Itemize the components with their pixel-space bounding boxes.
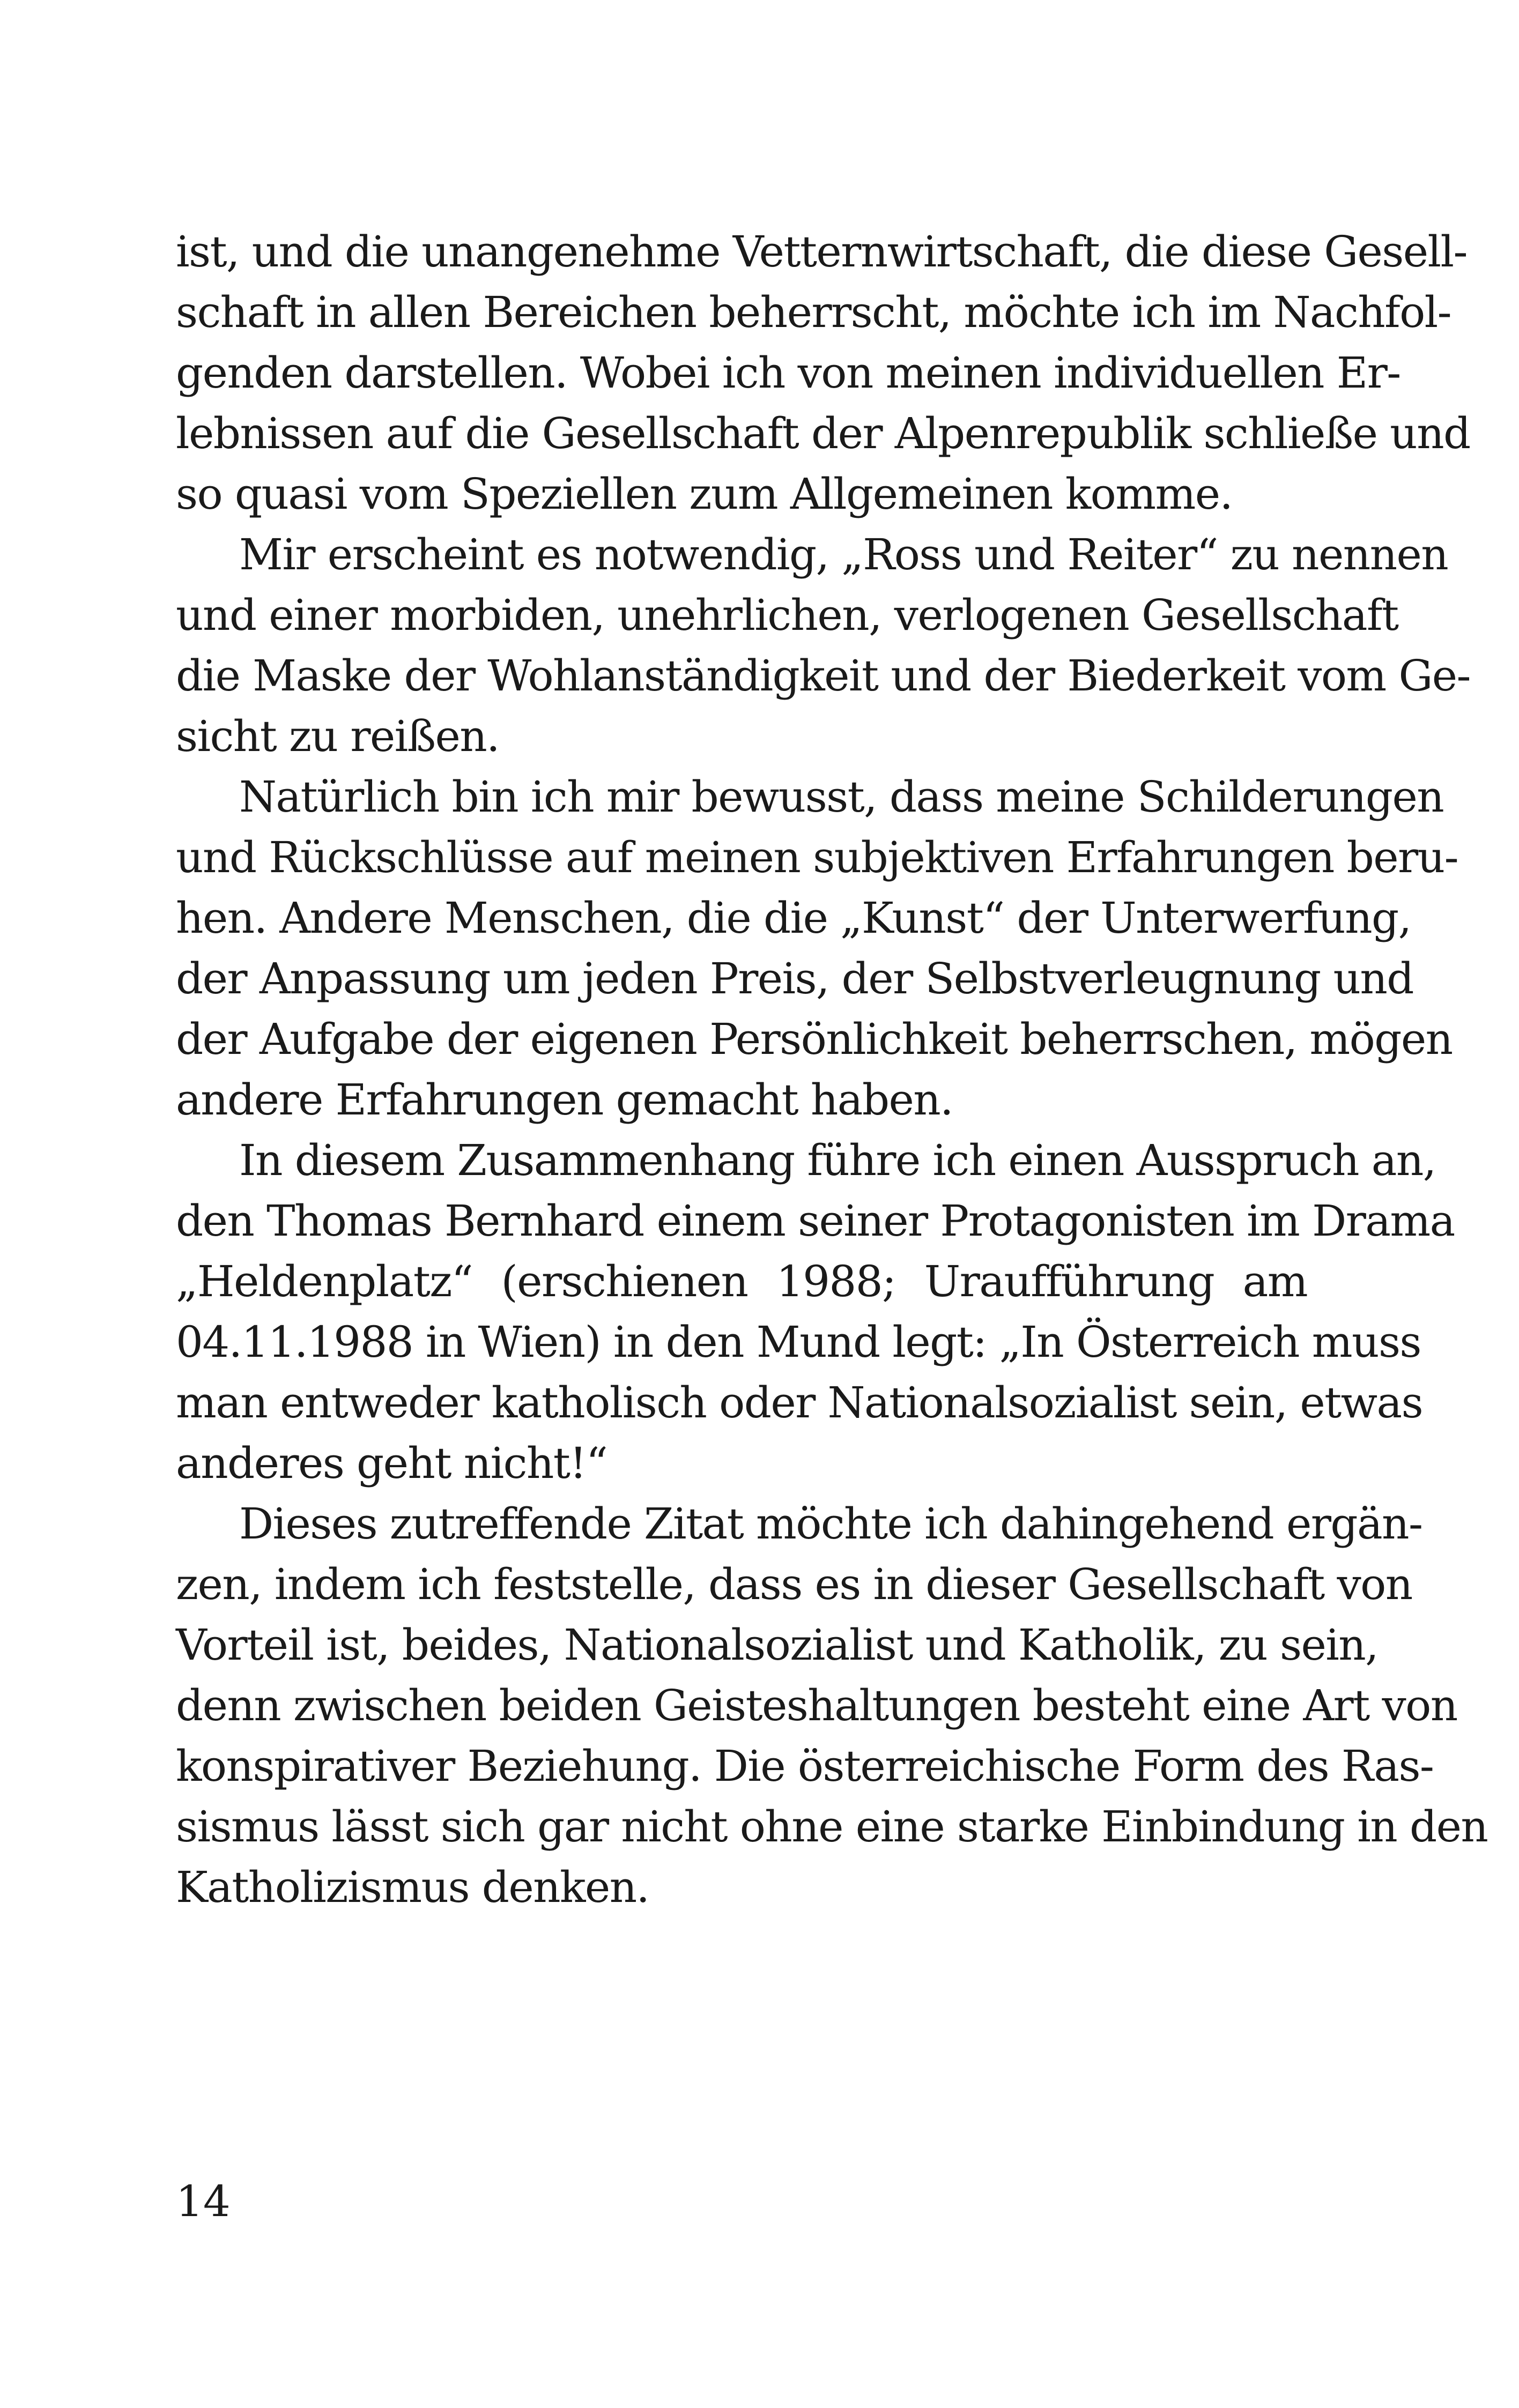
text-line: anderes geht nicht!“ xyxy=(176,1438,607,1488)
text-line: Natürlich bin ich mir bewusst, dass meine Schilderungen xyxy=(239,772,1444,822)
text-line: der Aufgabe der eigenen Persönlichkeit beherrschen, mögen xyxy=(176,1014,1453,1064)
text-line: konspirativer Beziehung. Die österreichische Form des Ras- xyxy=(176,1741,1434,1791)
text-line: der Anpassung um jeden Preis, der Selbstverleugnung und xyxy=(176,954,1413,1004)
text-line: sismus lässt sich gar nicht ohne eine starke Einbindung in den xyxy=(176,1802,1488,1852)
text-line: ist, und die unangenehme Vetternwirtschaft, die diese Gesell- xyxy=(176,227,1467,277)
text-line: 04.11.1988 in Wien) in den Mund legt: „In Österreich muss xyxy=(176,1317,1421,1367)
text-line: so quasi vom Speziellen zum Allgemeinen komme. xyxy=(176,469,1233,519)
page-number: 14 xyxy=(176,2176,231,2226)
text-line: den Thomas Bernhard einem seiner Protagonisten im Drama xyxy=(176,1196,1455,1246)
text-line: sicht zu reißen. xyxy=(176,711,499,761)
text-line: Vorteil ist, beides, Nationalsozialist und Katholik, zu sein, xyxy=(176,1620,1378,1670)
text-line: Katholizismus denken. xyxy=(176,1862,649,1912)
text-line: „Heldenplatz“ (erschienen 1988; Uraufführung am xyxy=(176,1257,1307,1306)
text-line: die Maske der Wohlanständigkeit und der Biederkeit vom Ge- xyxy=(176,651,1470,701)
text-line: hen. Andere Menschen, die die „Kunst“ der Unterwerfung, xyxy=(176,893,1411,943)
text-line: lebnissen auf die Gesellschaft der Alpenrepublik schließe und xyxy=(176,408,1470,458)
text-line: In diesem Zusammenhang führe ich einen Ausspruch an, xyxy=(239,1135,1436,1185)
text-line: Dieses zutreffende Zitat möchte ich dahingehend ergän- xyxy=(239,1499,1422,1549)
text-line: denn zwischen beiden Geisteshaltungen besteht eine Art von xyxy=(176,1681,1457,1730)
text-line: genden darstellen. Wobei ich von meinen individuellen Er- xyxy=(176,348,1401,398)
text-line: und Rückschlüsse auf meinen subjektiven Erfahrungen beru- xyxy=(176,833,1458,882)
text-line: man entweder katholisch oder Nationalsozialist sein, etwas xyxy=(176,1378,1423,1428)
text-line: Mir erscheint es notwendig, „Ross und Reiter“ zu nennen xyxy=(239,530,1448,579)
text-line: zen, indem ich feststelle, dass es in dieser Gesellschaft von xyxy=(176,1559,1412,1609)
body-text xyxy=(176,221,1488,1918)
text-line: und einer morbiden, unehrlichen, verlogenen Gesellschaft xyxy=(176,590,1398,640)
text-line: andere Erfahrungen gemacht haben. xyxy=(176,1075,953,1125)
text-line: schaft in allen Bereichen beherrscht, möchte ich im Nachfol- xyxy=(176,287,1451,337)
